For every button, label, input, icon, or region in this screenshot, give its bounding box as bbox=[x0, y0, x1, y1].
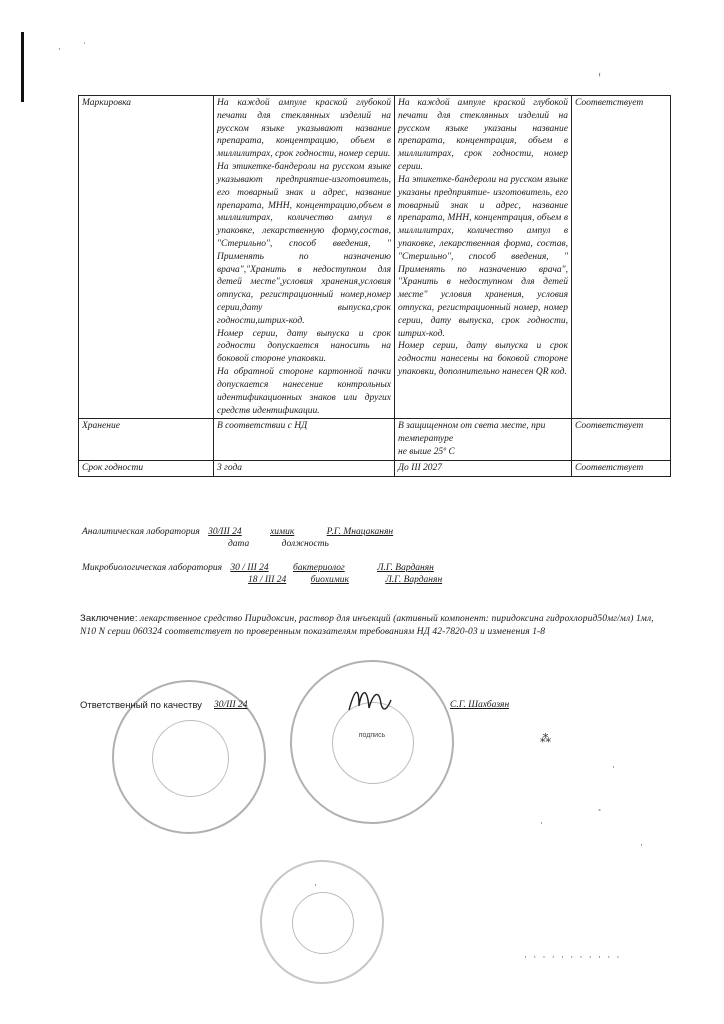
handwritten-signature bbox=[345, 682, 393, 718]
row-result: Соответствует bbox=[572, 460, 671, 476]
scan-speck: ˚ bbox=[598, 808, 601, 818]
table-row-shelf-life bbox=[79, 460, 671, 476]
conclusion-label: Заключение: bbox=[80, 613, 138, 624]
analytical-lab-person: Р.Г. Мнацаканян bbox=[326, 527, 394, 537]
scan-speck: ˙ bbox=[83, 41, 86, 51]
scan-speck: ⸯ bbox=[597, 74, 603, 84]
scan-speck: ⁂ bbox=[540, 733, 551, 745]
responsible-person: С.Г. Шахбазян bbox=[450, 700, 510, 710]
micro-lab-position-2: биохимик bbox=[310, 575, 349, 586]
row-actual: В защищенном от света месте, при температуре не выше 25º С bbox=[395, 419, 572, 460]
scan-speck: · bbox=[314, 880, 317, 890]
specification-table bbox=[78, 95, 671, 477]
analytical-lab-label: Аналитическая лаборатория bbox=[82, 527, 200, 537]
analytical-caption-position: должность bbox=[281, 539, 329, 550]
micro-lab-date-2: 18 / III 24 bbox=[248, 575, 287, 586]
row-actual: До III 2027 bbox=[395, 460, 572, 476]
row-name: Срок годности bbox=[79, 460, 214, 476]
scan-edge-mark bbox=[21, 32, 24, 102]
table-row-marking bbox=[79, 96, 671, 419]
responsible-date: 30/III 24 bbox=[214, 700, 248, 710]
row-actual: На каждой ампуле краской глубокой печати для стеклянных изделий на русском языке указаны название препарата, концентрация, объем в миллилитрах, срок годности, номер серии. На этикетке-бандероли на русском языке указаны предприятие- изготовитель, его товарный знак и адрес, название препарата, МНН, концентрация, объем в миллилитрах, количество ампул в упаковке, лекарственная форма, состав, "Стерильно", способ введения, " Применять по назначению врача", "Хранить в недоступном для детей месте" условия хранения, условия отпуска, регистрационный номер, номер серии, дату выпуска, срок годности, штрих-код. Номер серии, дату выпуска и срок годности нанесены на боковой стороне упаковки, дополнительно нанесен QR код. bbox=[395, 96, 572, 419]
row-requirement: В соответствии с НД bbox=[214, 419, 395, 460]
row-result: Соответствует bbox=[572, 96, 671, 419]
scan-speck: · bbox=[540, 818, 543, 828]
scan-speck: · bbox=[58, 44, 61, 54]
micro-lab-label: Микробиологическая лаборатория bbox=[82, 563, 223, 573]
row-name: Хранение bbox=[79, 419, 214, 460]
seal-caption: подпись bbox=[358, 732, 386, 740]
analytical-caption-date: дата bbox=[228, 539, 250, 550]
micro-lab-date-1: 30 / III 24 bbox=[230, 563, 269, 573]
conclusion-paragraph bbox=[80, 612, 660, 640]
table-row-storage bbox=[79, 419, 671, 460]
micro-lab-position-1: бактериолог bbox=[293, 563, 345, 573]
analytical-lab-position: химик bbox=[270, 527, 295, 537]
analytical-lab-date: 30/III 24 bbox=[208, 527, 242, 537]
micro-lab-person-1: Л.Г. Варданян bbox=[377, 563, 434, 573]
row-name: Маркировка bbox=[79, 96, 214, 419]
row-requirement: 3 года bbox=[214, 460, 395, 476]
scan-speck: · bbox=[640, 840, 643, 850]
scan-speck: · bbox=[612, 762, 615, 772]
responsible-label: Ответственный по качеству bbox=[80, 700, 202, 711]
analytical-lab-block bbox=[82, 526, 393, 551]
row-requirement: На каждой ампуле краской глубокой печати для стеклянных изделий на русском языке указывают название препарата, концентрацию, объем в миллилитрах, срок годности, номер серии. На этикетке-бандероли на русском языке указывают предприятие-изготовитель, его товарный знак и адрес, название препарата, МНН, концентрацию,объем в миллилитрах, количество ампул в упаковке, лекарственную форму,состав, "Стерильно", способ введения, " Применять по назначению врача","Хранить в недоступном для детей месте",условия хранения,условия отпуска, регистрационный номер,номер серии,дату выпуска,срок годности,штрих-код. Номер серии, дату выпуска и срок годности допускается наносить на боковой стороне упаковки. На обратной стороне картонной пачки допускается нанесение контрольных идентификационных знаков или других средств идентификации. bbox=[214, 96, 395, 419]
conclusion-text: лекарственное средство Пиридоксин, раствор для инъекций (активный компонент: пиридоксина гидрохлорид50мг/мл) 1мл, N10 N серии 060324 соответствует по проверенным показателям требованиям НД 42-7820-03 и изменения 1-8 bbox=[80, 614, 654, 638]
micro-lab-person-2: Л.Г. Варданян bbox=[385, 575, 443, 586]
scan-speck: · · · · · · · · · · · bbox=[524, 952, 622, 962]
row-result: Соответствует bbox=[572, 419, 671, 460]
micro-lab-block bbox=[82, 562, 442, 587]
round-seal-stamp-lower bbox=[260, 860, 384, 984]
